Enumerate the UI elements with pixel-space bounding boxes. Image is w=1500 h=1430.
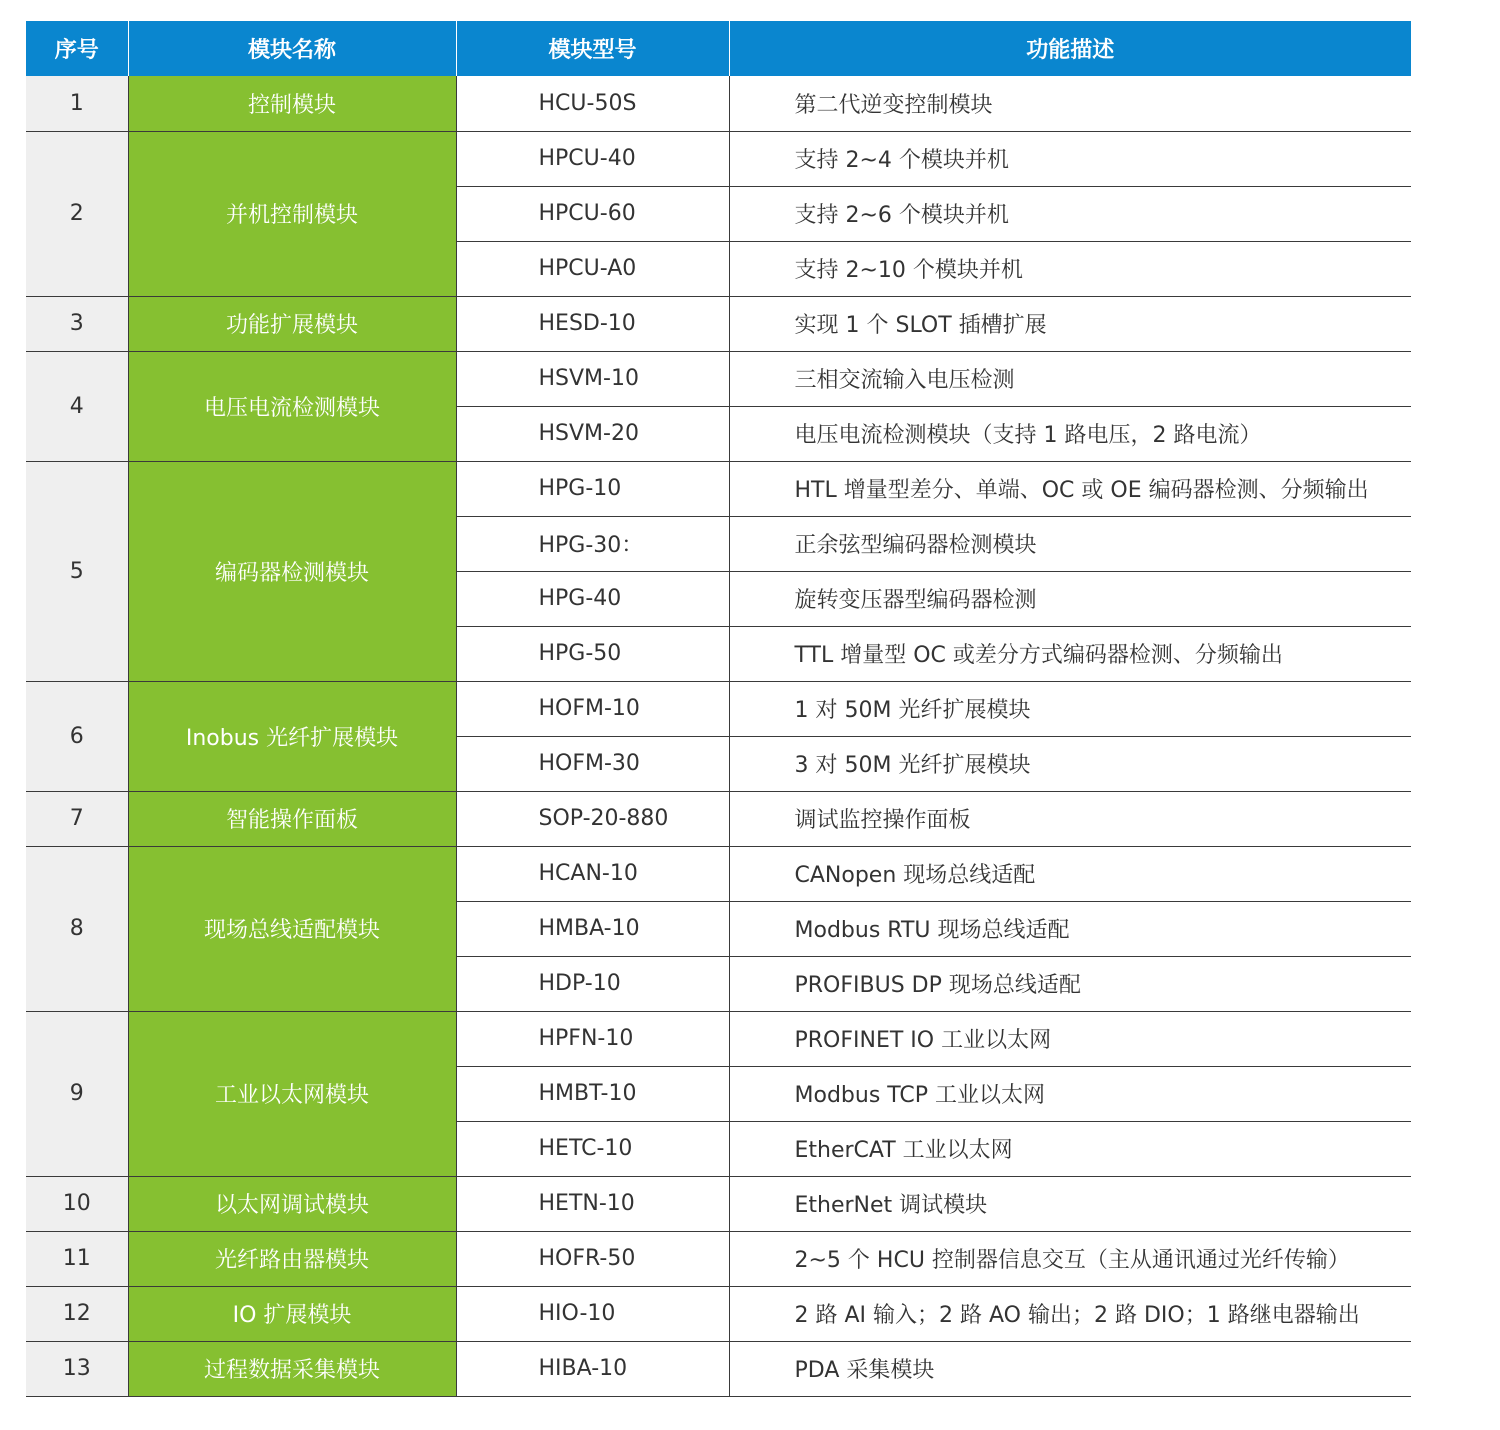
module-model: HIBA-10 <box>456 1341 729 1396</box>
table-row <box>26 1341 1411 1396</box>
header-row <box>26 21 1411 76</box>
function-description: 2~5 个 HCU 控制器信息交互（主从通讯通过光纤传输） <box>729 1231 1411 1286</box>
function-description: 实现 1 个 SLOT 插槽扩展 <box>729 296 1411 351</box>
row-index: 4 <box>26 351 128 461</box>
module-model: HOFM-10 <box>456 681 729 736</box>
function-description: 电压电流检测模块（支持 1 路电压，2 路电流） <box>729 406 1411 461</box>
function-description: EtherCAT 工业以太网 <box>729 1121 1411 1176</box>
module-name: 电压电流检测模块 <box>128 351 456 461</box>
table-row <box>26 1176 1411 1231</box>
row-index: 10 <box>26 1176 128 1231</box>
row-index: 5 <box>26 461 128 681</box>
module-model: HPCU-40 <box>456 131 729 186</box>
function-description: 支持 2~10 个模块并机 <box>729 241 1411 296</box>
module-spec-table <box>26 21 1411 1397</box>
module-name: 现场总线适配模块 <box>128 846 456 1011</box>
module-name: 过程数据采集模块 <box>128 1341 456 1396</box>
row-index: 1 <box>26 76 128 131</box>
function-description: PROFINET IO 工业以太网 <box>729 1011 1411 1066</box>
function-description: PDA 采集模块 <box>729 1341 1411 1396</box>
module-name: 编码器检测模块 <box>128 461 456 681</box>
module-model: SOP-20-880 <box>456 791 729 846</box>
module-model: HMBA-10 <box>456 901 729 956</box>
module-model: HMBT-10 <box>456 1066 729 1121</box>
function-description: TTL 增量型 OC 或差分方式编码器检测、分频输出 <box>729 626 1411 681</box>
module-model: HSVM-10 <box>456 351 729 406</box>
module-model: HPFN-10 <box>456 1011 729 1066</box>
module-model: HPCU-60 <box>456 186 729 241</box>
table-row <box>26 351 1411 406</box>
row-index: 6 <box>26 681 128 791</box>
function-description: 1 对 50M 光纤扩展模块 <box>729 681 1411 736</box>
module-name: 工业以太网模块 <box>128 1011 456 1176</box>
row-index: 13 <box>26 1341 128 1396</box>
header-module-name: 模块名称 <box>128 21 456 76</box>
module-model: HCU-50S <box>456 76 729 131</box>
module-model: HPG-50 <box>456 626 729 681</box>
module-name: 以太网调试模块 <box>128 1176 456 1231</box>
module-model: HOFM-30 <box>456 736 729 791</box>
module-model: HIO-10 <box>456 1286 729 1341</box>
table-row <box>26 1231 1411 1286</box>
table-row <box>26 131 1411 186</box>
row-index: 7 <box>26 791 128 846</box>
table-row <box>26 846 1411 901</box>
module-model: HCAN-10 <box>456 846 729 901</box>
header-function: 功能描述 <box>729 21 1411 76</box>
function-description: 2 路 AI 输入；2 路 AO 输出；2 路 DIO；1 路继电器输出 <box>729 1286 1411 1341</box>
module-name: 功能扩展模块 <box>128 296 456 351</box>
module-model: HETN-10 <box>456 1176 729 1231</box>
module-model: HESD-10 <box>456 296 729 351</box>
function-description: 3 对 50M 光纤扩展模块 <box>729 736 1411 791</box>
function-description: HTL 增量型差分、单端、OC 或 OE 编码器检测、分频输出 <box>729 461 1411 516</box>
module-model: HPG-40 <box>456 571 729 626</box>
module-model: HPG-10 <box>456 461 729 516</box>
row-index: 11 <box>26 1231 128 1286</box>
table-row <box>26 681 1411 736</box>
function-description: Modbus TCP 工业以太网 <box>729 1066 1411 1121</box>
module-name: 并机控制模块 <box>128 131 456 296</box>
table-row <box>26 296 1411 351</box>
function-description: PROFIBUS DP 现场总线适配 <box>729 956 1411 1011</box>
module-model: HOFR-50 <box>456 1231 729 1286</box>
row-index: 3 <box>26 296 128 351</box>
module-name: Inobus 光纤扩展模块 <box>128 681 456 791</box>
function-description: 支持 2~6 个模块并机 <box>729 186 1411 241</box>
table-row <box>26 76 1411 131</box>
row-index: 8 <box>26 846 128 1011</box>
module-model: HPCU-A0 <box>456 241 729 296</box>
table-body <box>26 76 1411 1396</box>
header-module-model: 模块型号 <box>456 21 729 76</box>
function-description: Modbus RTU 现场总线适配 <box>729 901 1411 956</box>
module-name: 控制模块 <box>128 76 456 131</box>
row-index: 9 <box>26 1011 128 1176</box>
module-model: HDP-10 <box>456 956 729 1011</box>
module-name: 光纤路由器模块 <box>128 1231 456 1286</box>
module-name: IO 扩展模块 <box>128 1286 456 1341</box>
table-row <box>26 1286 1411 1341</box>
header-index: 序号 <box>26 21 128 76</box>
function-description: CANopen 现场总线适配 <box>729 846 1411 901</box>
row-index: 2 <box>26 131 128 296</box>
table-row <box>26 1011 1411 1066</box>
function-description: 第二代逆变控制模块 <box>729 76 1411 131</box>
function-description: 三相交流输入电压检测 <box>729 351 1411 406</box>
module-name: 智能操作面板 <box>128 791 456 846</box>
function-description: 调试监控操作面板 <box>729 791 1411 846</box>
table-header <box>26 21 1411 76</box>
table-row <box>26 461 1411 516</box>
table-row <box>26 791 1411 846</box>
module-model: HETC-10 <box>456 1121 729 1176</box>
function-description: 支持 2~4 个模块并机 <box>729 131 1411 186</box>
module-model: HSVM-20 <box>456 406 729 461</box>
function-description: 正余弦型编码器检测模块 <box>729 516 1411 571</box>
row-index: 12 <box>26 1286 128 1341</box>
function-description: 旋转变压器型编码器检测 <box>729 571 1411 626</box>
function-description: EtherNet 调试模块 <box>729 1176 1411 1231</box>
module-model: HPG-30： <box>456 516 729 571</box>
